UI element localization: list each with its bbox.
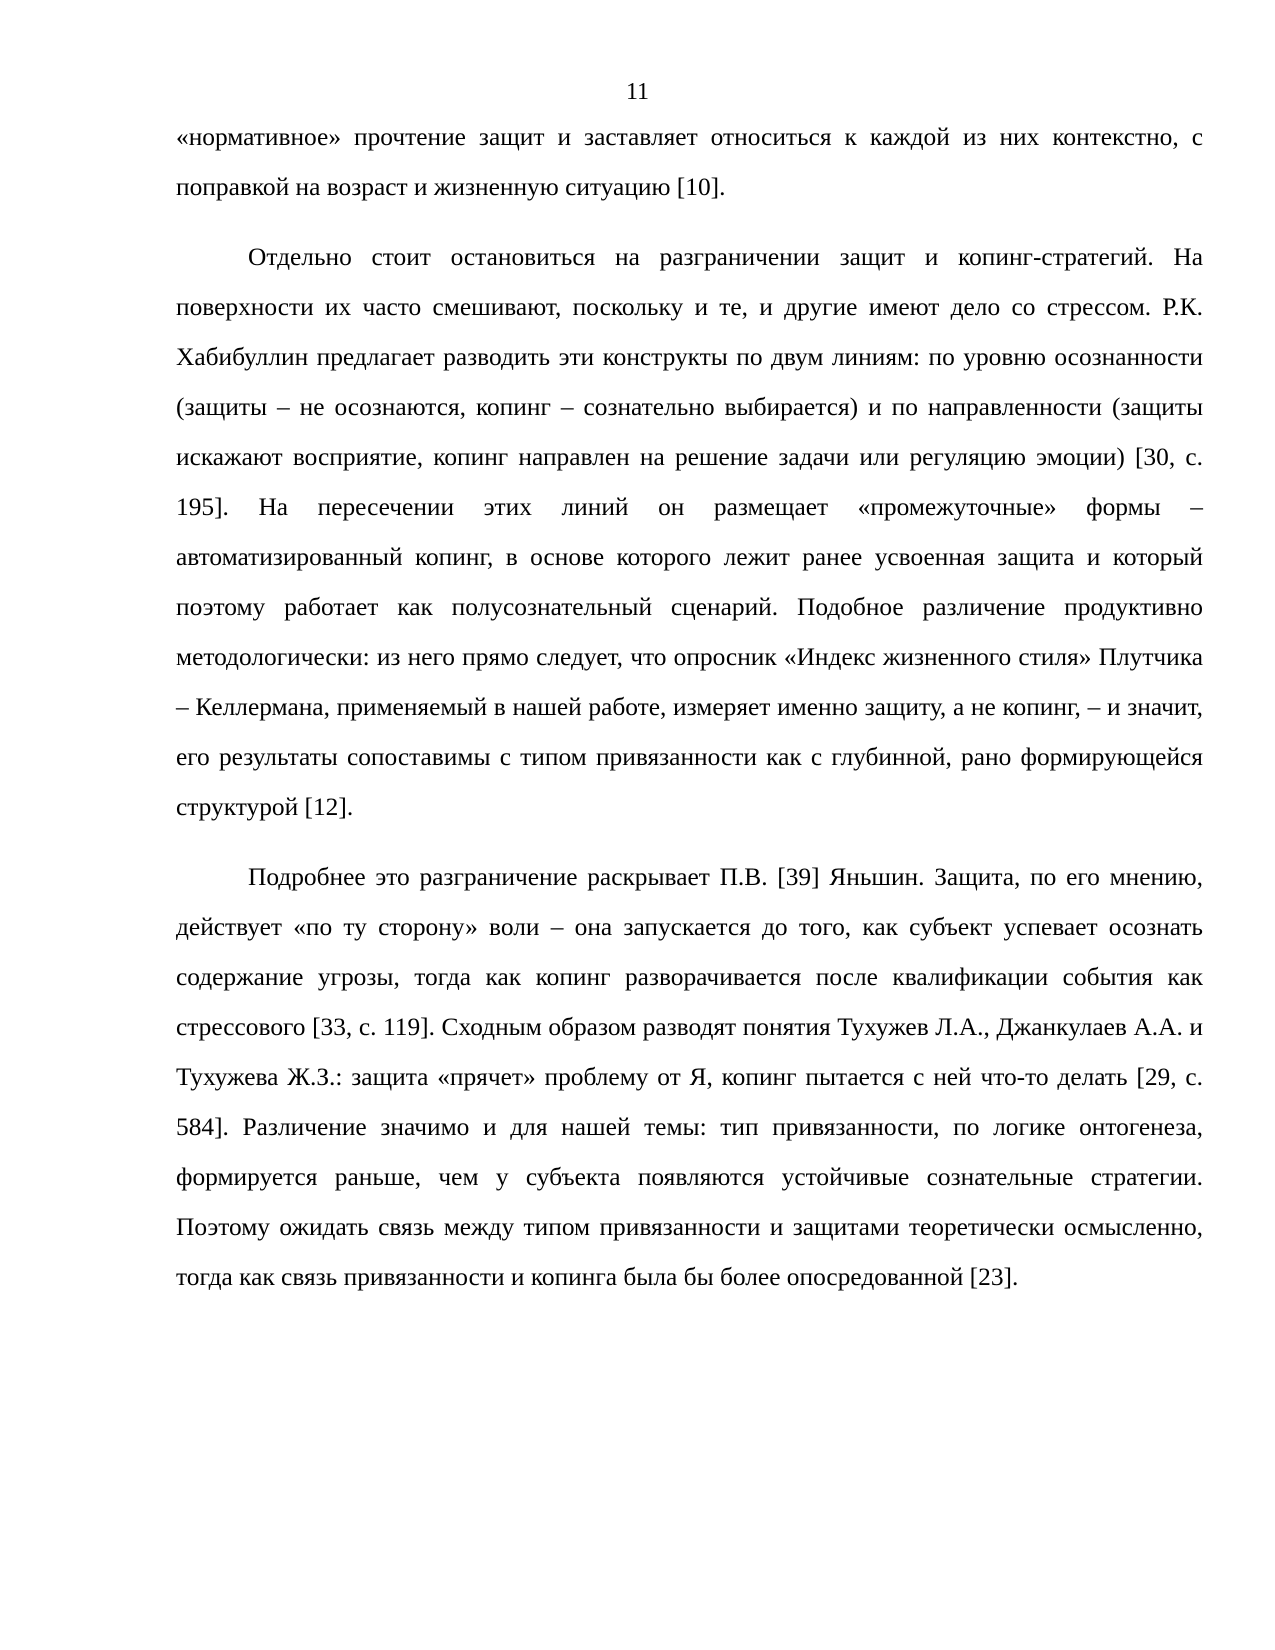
paragraph-yanshin-distinction: Подробнее это разграничение раскрывает П.В. [39] Яньшин. Защита, по его мнению, действует «по ту сторону» воли – она запускается до того, как субъект успевает осознать содержание угрозы, тогда как копинг разворачивается после квалификации события как стрессового [33, с. 119]. Сходным образом разводят понятия Тухужев Л.А., Джанкулаев А.А. и Тухужева Ж.З.: защита «прячет» проблему от Я, копинг пытается с ней что-то делать [29, с. 584]. Различение значимо и для нашей темы: тип привязанности, по логике онтогенеза, формируется раньше, чем у субъекта появляются устойчивые сознательные стратегии. Поэтому ожидать связь между типом привязанности и защитами теоретически осмысленно, тогда как связь привязанности и копинга была бы более опосредованной [23]. <box>176 863 1203 1291</box>
paragraph-defense-vs-coping: Отдельно стоит остановиться на разграничении защит и копинг-стратегий. На поверхности их часто смешивают, поскольку и те, и другие имеют дело со стрессом. Р.К. Хабибуллин предлагает разводить эти конструкты по двум линиям: по уровню осознанности (защиты – не осознаются, копинг – сознательно выбирается) и по направленности (защиты искажают восприятие, копинг направлен на решение задачи или регуляцию эмоции) [30, с. 195]. На пересечении этих линий он размещает «промежуточные» формы – автоматизированный копинг, в основе которого лежит ранее усвоенная защита и который поэтому работает как полусознательный сценарий. Подобное различение продуктивно методологически: из него прямо следует, что опросник «Индекс жизненного стиля» Плутчика – Келлермана, применяемый в нашей работе, измеряет именно защиту, а не копинг, – и значит, его результаты сопоставимы с типом привязанности как с глубинной, рано формирующейся структурой [12]. <box>176 243 1203 821</box>
paragraph-continuation: «нормативное» прочтение защит и заставляет относиться к каждой из них контекстно, с поправкой на возраст и жизненную ситуацию [10]. <box>176 123 1203 201</box>
document-body <box>176 112 1203 1302</box>
page-number: 11 <box>625 79 650 105</box>
